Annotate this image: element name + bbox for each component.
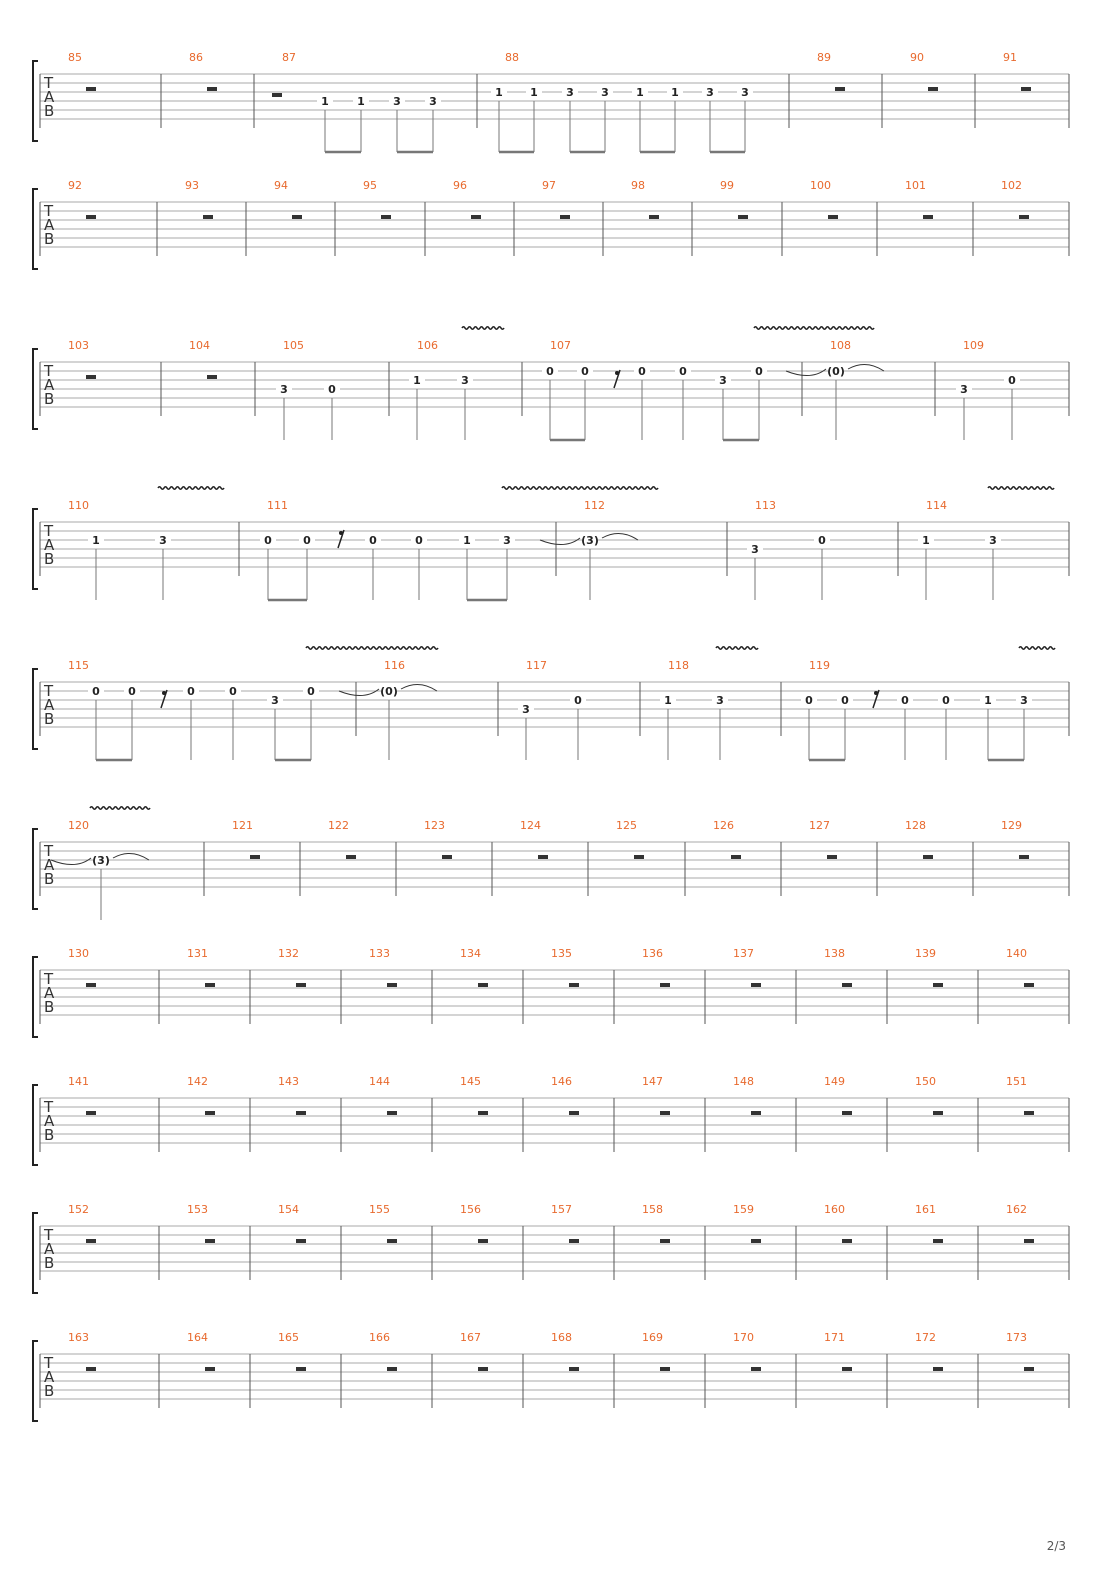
measure-number: 151 xyxy=(1006,1075,1027,1088)
measure-number: 168 xyxy=(551,1331,572,1344)
rest-mark xyxy=(1019,855,1029,859)
fret-number: 0 xyxy=(415,534,423,547)
fret-number: 0 xyxy=(369,534,377,547)
measure-number: 163 xyxy=(68,1331,89,1344)
rest-mark xyxy=(827,855,837,859)
fret-number: 0 xyxy=(546,365,554,378)
tab-letter-t: T xyxy=(44,682,54,700)
rest-mark xyxy=(381,215,391,219)
measure-number: 145 xyxy=(460,1075,481,1088)
measure-number: 129 xyxy=(1001,819,1022,832)
measure-number: 141 xyxy=(68,1075,89,1088)
rest-mark xyxy=(842,1111,852,1115)
system-bracket xyxy=(33,61,38,141)
measure-number: 115 xyxy=(68,659,89,672)
fret-number: 0 xyxy=(1008,374,1016,387)
measure-number: 92 xyxy=(68,179,82,192)
tab-system-9 xyxy=(33,1203,1069,1293)
fret-number: 0 xyxy=(328,383,336,396)
rest-mark xyxy=(933,1239,943,1243)
tie-arc xyxy=(51,858,91,865)
fret-number: 0 xyxy=(638,365,646,378)
measure-number: 96 xyxy=(453,179,467,192)
measure-number: 140 xyxy=(1006,947,1027,960)
tab-letter-b: B xyxy=(44,550,55,568)
measure-number: 135 xyxy=(551,947,572,960)
tab-letter-a: A xyxy=(44,1240,55,1258)
rest-mark xyxy=(86,1367,96,1371)
measure-number: 157 xyxy=(551,1203,572,1216)
rest-mark xyxy=(478,983,488,987)
vibrato-mark xyxy=(158,487,224,490)
measure-number: 89 xyxy=(817,51,831,64)
tie-arc xyxy=(339,689,379,696)
rest-mark xyxy=(86,375,96,379)
rest-mark xyxy=(660,983,670,987)
rest-mark xyxy=(538,855,548,859)
measure-number: 149 xyxy=(824,1075,845,1088)
rest-mark xyxy=(842,1367,852,1371)
fret-number: 0 xyxy=(229,685,237,698)
measure-number: 111 xyxy=(267,499,288,512)
measure-number: 102 xyxy=(1001,179,1022,192)
rest-mark xyxy=(928,87,938,91)
rest-mark xyxy=(387,983,397,987)
measure-87-notes xyxy=(317,95,441,152)
measure-number: 126 xyxy=(713,819,734,832)
rest-mark xyxy=(207,87,217,91)
tab-system-2 xyxy=(33,179,1069,269)
measure-number: 150 xyxy=(915,1075,936,1088)
fret-number: 0 xyxy=(805,694,813,707)
measure-number: 160 xyxy=(824,1203,845,1216)
fret-number: 1 xyxy=(92,534,100,547)
tab-letter-t: T xyxy=(44,1098,54,1116)
measure-number: 99 xyxy=(720,179,734,192)
measure-number: 153 xyxy=(187,1203,208,1216)
rest-mark xyxy=(1024,1239,1034,1243)
tab-system-8 xyxy=(33,1075,1069,1165)
vibrato-mark xyxy=(90,807,150,810)
measure-number: 161 xyxy=(915,1203,936,1216)
measure-number: 117 xyxy=(526,659,547,672)
measure-number: 133 xyxy=(369,947,390,960)
tie-arc xyxy=(401,684,437,691)
measure-number: 95 xyxy=(363,179,377,192)
tab-system-4 xyxy=(33,499,1069,589)
tab-system-10 xyxy=(33,1331,1069,1421)
tab-letter-t: T xyxy=(44,202,54,220)
rest-mark xyxy=(86,1111,96,1115)
measure-number: 110 xyxy=(68,499,89,512)
measure-number: 85 xyxy=(68,51,82,64)
rest-mark xyxy=(569,1239,579,1243)
system-bracket xyxy=(33,669,38,749)
measure-number: 138 xyxy=(824,947,845,960)
fret-number: 0 xyxy=(755,365,763,378)
system-bracket xyxy=(33,349,38,429)
rest-mark xyxy=(923,215,933,219)
measure-number: 88 xyxy=(505,51,519,64)
measure-number: 159 xyxy=(733,1203,754,1216)
measure-number: 146 xyxy=(551,1075,572,1088)
tab-letter-t: T xyxy=(44,1354,54,1372)
rest-mark xyxy=(660,1239,670,1243)
rest-mark xyxy=(1024,983,1034,987)
rest-mark xyxy=(1021,87,1031,91)
measure-number: 120 xyxy=(68,819,89,832)
measure-number: 121 xyxy=(232,819,253,832)
tab-letter-b: B xyxy=(44,1382,55,1400)
fret-number: 0 xyxy=(128,685,136,698)
fret-number: 0 xyxy=(574,694,582,707)
measure-number: 100 xyxy=(810,179,831,192)
rest-mark xyxy=(207,375,217,379)
rest-mark xyxy=(387,1111,397,1115)
fret-number: (3) xyxy=(92,854,110,867)
rest-mark xyxy=(478,1111,488,1115)
rest-mark xyxy=(471,215,481,219)
tab-system-6 xyxy=(33,819,1069,909)
rest-mark xyxy=(569,1367,579,1371)
tab-letter-b: B xyxy=(44,102,55,120)
tab-letter-a: A xyxy=(44,376,55,394)
tab-letter-a: A xyxy=(44,1112,55,1130)
rest-mark xyxy=(933,1367,943,1371)
tie-arc xyxy=(540,538,580,545)
rest-mark xyxy=(738,215,748,219)
rest-mark xyxy=(569,1111,579,1115)
rest-mark xyxy=(478,1239,488,1243)
rest-mark xyxy=(751,983,761,987)
sixteenth-rest-dot xyxy=(615,371,619,375)
tie-arc xyxy=(113,853,149,860)
measure-number: 155 xyxy=(369,1203,390,1216)
measure-number: 139 xyxy=(915,947,936,960)
measure-number: 172 xyxy=(915,1331,936,1344)
measure-number: 123 xyxy=(424,819,445,832)
measure-number: 107 xyxy=(550,339,571,352)
tab-letter-t: T xyxy=(44,74,54,92)
measure-number: 113 xyxy=(755,499,776,512)
tab-letter-a: A xyxy=(44,1368,55,1386)
fret-number: 3 xyxy=(280,383,288,396)
rest-mark xyxy=(634,855,644,859)
measure-number: 122 xyxy=(328,819,349,832)
rest-mark xyxy=(835,87,845,91)
measure-number: 144 xyxy=(369,1075,390,1088)
measure-number: 152 xyxy=(68,1203,89,1216)
tab-letter-b: B xyxy=(44,390,55,408)
rest-mark xyxy=(296,1111,306,1115)
rest-mark xyxy=(296,1239,306,1243)
rest-mark xyxy=(923,855,933,859)
page-number: 2/3 xyxy=(1046,1539,1066,1553)
measure-number: 142 xyxy=(187,1075,208,1088)
rest-mark xyxy=(828,215,838,219)
rest-mark xyxy=(442,855,452,859)
system-bracket xyxy=(33,1085,38,1165)
measure-number: 101 xyxy=(905,179,926,192)
measure-number: 97 xyxy=(542,179,556,192)
tab-system-5 xyxy=(33,659,1069,749)
measure-number: 93 xyxy=(185,179,199,192)
measure-number: 130 xyxy=(68,947,89,960)
fret-number: 0 xyxy=(92,685,100,698)
fret-number: 3 xyxy=(1020,694,1028,707)
measure-number: 86 xyxy=(189,51,203,64)
fret-number: 3 xyxy=(741,86,749,99)
fret-number: 1 xyxy=(321,95,329,108)
fret-number: 3 xyxy=(503,534,511,547)
measure-number: 173 xyxy=(1006,1331,1027,1344)
fret-number: 1 xyxy=(357,95,365,108)
system-bracket xyxy=(33,1341,38,1421)
tab-letter-t: T xyxy=(44,522,54,540)
rest-mark xyxy=(205,1111,215,1115)
measure-number: 105 xyxy=(283,339,304,352)
fret-number: 3 xyxy=(706,86,714,99)
rest-mark xyxy=(478,1367,488,1371)
rest-mark xyxy=(205,1367,215,1371)
measure-108-notes xyxy=(786,364,884,440)
fret-number: 3 xyxy=(719,374,727,387)
rest-mark xyxy=(1024,1367,1034,1371)
tab-system-1 xyxy=(33,51,1069,141)
system-bracket xyxy=(33,509,38,589)
fret-number: 0 xyxy=(841,694,849,707)
measure-number: 128 xyxy=(905,819,926,832)
sixteenth-rest-dot xyxy=(874,691,878,695)
fret-number: 1 xyxy=(413,374,421,387)
fret-number: (3) xyxy=(581,534,599,547)
rest-mark xyxy=(569,983,579,987)
measure-number: 112 xyxy=(584,499,605,512)
measure-number: 169 xyxy=(642,1331,663,1344)
measure-number: 137 xyxy=(733,947,754,960)
tab-letter-a: A xyxy=(44,856,55,874)
measure-number: 131 xyxy=(187,947,208,960)
system-bracket xyxy=(33,957,38,1037)
rest-mark xyxy=(203,215,213,219)
rest-mark xyxy=(86,983,96,987)
rest-mark xyxy=(86,215,96,219)
tie-arc xyxy=(602,533,638,540)
fret-number: 3 xyxy=(960,383,968,396)
vibrato-mark xyxy=(988,487,1054,490)
fret-number: 3 xyxy=(566,86,574,99)
measure-number: 109 xyxy=(963,339,984,352)
tab-letter-t: T xyxy=(44,842,54,860)
vibrato-mark xyxy=(502,487,658,490)
rest-mark xyxy=(292,215,302,219)
measure-number: 114 xyxy=(926,499,947,512)
measure-number: 91 xyxy=(1003,51,1017,64)
measure-107-notes xyxy=(542,365,767,440)
measure-number: 87 xyxy=(282,51,296,64)
fret-number: (0) xyxy=(827,365,845,378)
rest-mark xyxy=(751,1111,761,1115)
fret-number: 1 xyxy=(636,86,644,99)
rest-mark xyxy=(346,855,356,859)
fret-number: 0 xyxy=(581,365,589,378)
system-bracket xyxy=(33,189,38,269)
rest-mark xyxy=(660,1111,670,1115)
measure-number: 166 xyxy=(369,1331,390,1344)
rest-mark xyxy=(842,1239,852,1243)
tab-letter-a: A xyxy=(44,88,55,106)
measure-number: 134 xyxy=(460,947,481,960)
fret-number: 3 xyxy=(601,86,609,99)
fret-number: 0 xyxy=(942,694,950,707)
fret-number: 3 xyxy=(429,95,437,108)
fret-number: 1 xyxy=(671,86,679,99)
fret-number: 3 xyxy=(751,543,759,556)
fret-number: 3 xyxy=(716,694,724,707)
rest-mark xyxy=(86,87,96,91)
fret-number: 1 xyxy=(984,694,992,707)
fret-number: 1 xyxy=(530,86,538,99)
fret-number: 1 xyxy=(922,534,930,547)
measure-number: 148 xyxy=(733,1075,754,1088)
tab-system-7 xyxy=(33,947,1069,1037)
fret-number: 3 xyxy=(522,703,530,716)
fret-number: 0 xyxy=(303,534,311,547)
vibrato-mark xyxy=(306,647,438,650)
measure-105-notes xyxy=(276,383,340,440)
measure-number: 164 xyxy=(187,1331,208,1344)
rest-mark xyxy=(1024,1111,1034,1115)
system-bracket xyxy=(33,829,38,909)
measure-number: 154 xyxy=(278,1203,299,1216)
rest-mark xyxy=(1019,215,1029,219)
vibrato-mark xyxy=(754,327,874,330)
tab-letter-b: B xyxy=(44,870,55,888)
measure-number: 98 xyxy=(631,179,645,192)
measure-number: 170 xyxy=(733,1331,754,1344)
rest-mark xyxy=(250,855,260,859)
rest-mark xyxy=(205,983,215,987)
measure-number: 94 xyxy=(274,179,288,192)
rest-mark xyxy=(560,215,570,219)
tab-system-3 xyxy=(33,339,1069,429)
fret-number: 1 xyxy=(664,694,672,707)
measure-number: 116 xyxy=(384,659,405,672)
fret-number: 1 xyxy=(495,86,503,99)
tab-letter-t: T xyxy=(44,970,54,988)
tab-letter-b: B xyxy=(44,1254,55,1272)
rest-mark xyxy=(751,1239,761,1243)
fret-number: 0 xyxy=(901,694,909,707)
vibrato-mark xyxy=(462,327,504,330)
measure-116-notes xyxy=(339,684,437,760)
rest-mark xyxy=(842,983,852,987)
rest-mark xyxy=(296,983,306,987)
fret-number: 3 xyxy=(989,534,997,547)
rest-mark xyxy=(387,1239,397,1243)
tab-letter-b: B xyxy=(44,230,55,248)
measure-number: 158 xyxy=(642,1203,663,1216)
tab-letter-b: B xyxy=(44,998,55,1016)
tab-letter-a: A xyxy=(44,216,55,234)
measure-number: 162 xyxy=(1006,1203,1027,1216)
measure-number: 132 xyxy=(278,947,299,960)
system-bracket xyxy=(33,1213,38,1293)
measure-number: 108 xyxy=(830,339,851,352)
fret-number: 0 xyxy=(187,685,195,698)
rest-mark xyxy=(86,1239,96,1243)
measure-number: 167 xyxy=(460,1331,481,1344)
tab-letter-b: B xyxy=(44,710,55,728)
tab-letter-a: A xyxy=(44,696,55,714)
tab-letter-b: B xyxy=(44,1126,55,1144)
rest-mark xyxy=(387,1367,397,1371)
tie-arc xyxy=(848,364,884,371)
measure-number: 124 xyxy=(520,819,541,832)
measure-number: 106 xyxy=(417,339,438,352)
fret-number: 0 xyxy=(818,534,826,547)
fret-number: 0 xyxy=(679,365,687,378)
fret-number: 0 xyxy=(264,534,272,547)
rest-mark xyxy=(272,93,282,97)
rest-mark xyxy=(205,1239,215,1243)
sixteenth-rest-dot xyxy=(162,691,166,695)
vibrato-mark xyxy=(1019,647,1055,650)
measure-number: 103 xyxy=(68,339,89,352)
fret-number: 3 xyxy=(159,534,167,547)
tie-arc xyxy=(786,369,826,376)
fret-number: 0 xyxy=(307,685,315,698)
measure-number: 165 xyxy=(278,1331,299,1344)
rest-mark xyxy=(933,983,943,987)
rest-mark xyxy=(649,215,659,219)
sixteenth-rest-dot xyxy=(339,531,343,535)
tab-letter-t: T xyxy=(44,1226,54,1244)
fret-number: 3 xyxy=(393,95,401,108)
vibrato-mark xyxy=(716,647,758,650)
rest-mark xyxy=(296,1367,306,1371)
fret-number: 3 xyxy=(271,694,279,707)
measure-115-notes xyxy=(88,685,319,760)
measure-number: 118 xyxy=(668,659,689,672)
measure-number: 143 xyxy=(278,1075,299,1088)
measure-number: 127 xyxy=(809,819,830,832)
measure-number: 136 xyxy=(642,947,663,960)
measure-number: 125 xyxy=(616,819,637,832)
rest-mark xyxy=(933,1111,943,1115)
measure-number: 147 xyxy=(642,1075,663,1088)
measure-number: 90 xyxy=(910,51,924,64)
measure-number: 119 xyxy=(809,659,830,672)
fret-number: 1 xyxy=(463,534,471,547)
tab-letter-t: T xyxy=(44,362,54,380)
rest-mark xyxy=(731,855,741,859)
measure-number: 156 xyxy=(460,1203,481,1216)
rest-mark xyxy=(751,1367,761,1371)
measure-number: 104 xyxy=(189,339,210,352)
tab-letter-a: A xyxy=(44,536,55,554)
fret-number: (0) xyxy=(380,685,398,698)
fret-number: 3 xyxy=(461,374,469,387)
measure-number: 171 xyxy=(824,1331,845,1344)
tab-letter-a: A xyxy=(44,984,55,1002)
rest-mark xyxy=(660,1367,670,1371)
